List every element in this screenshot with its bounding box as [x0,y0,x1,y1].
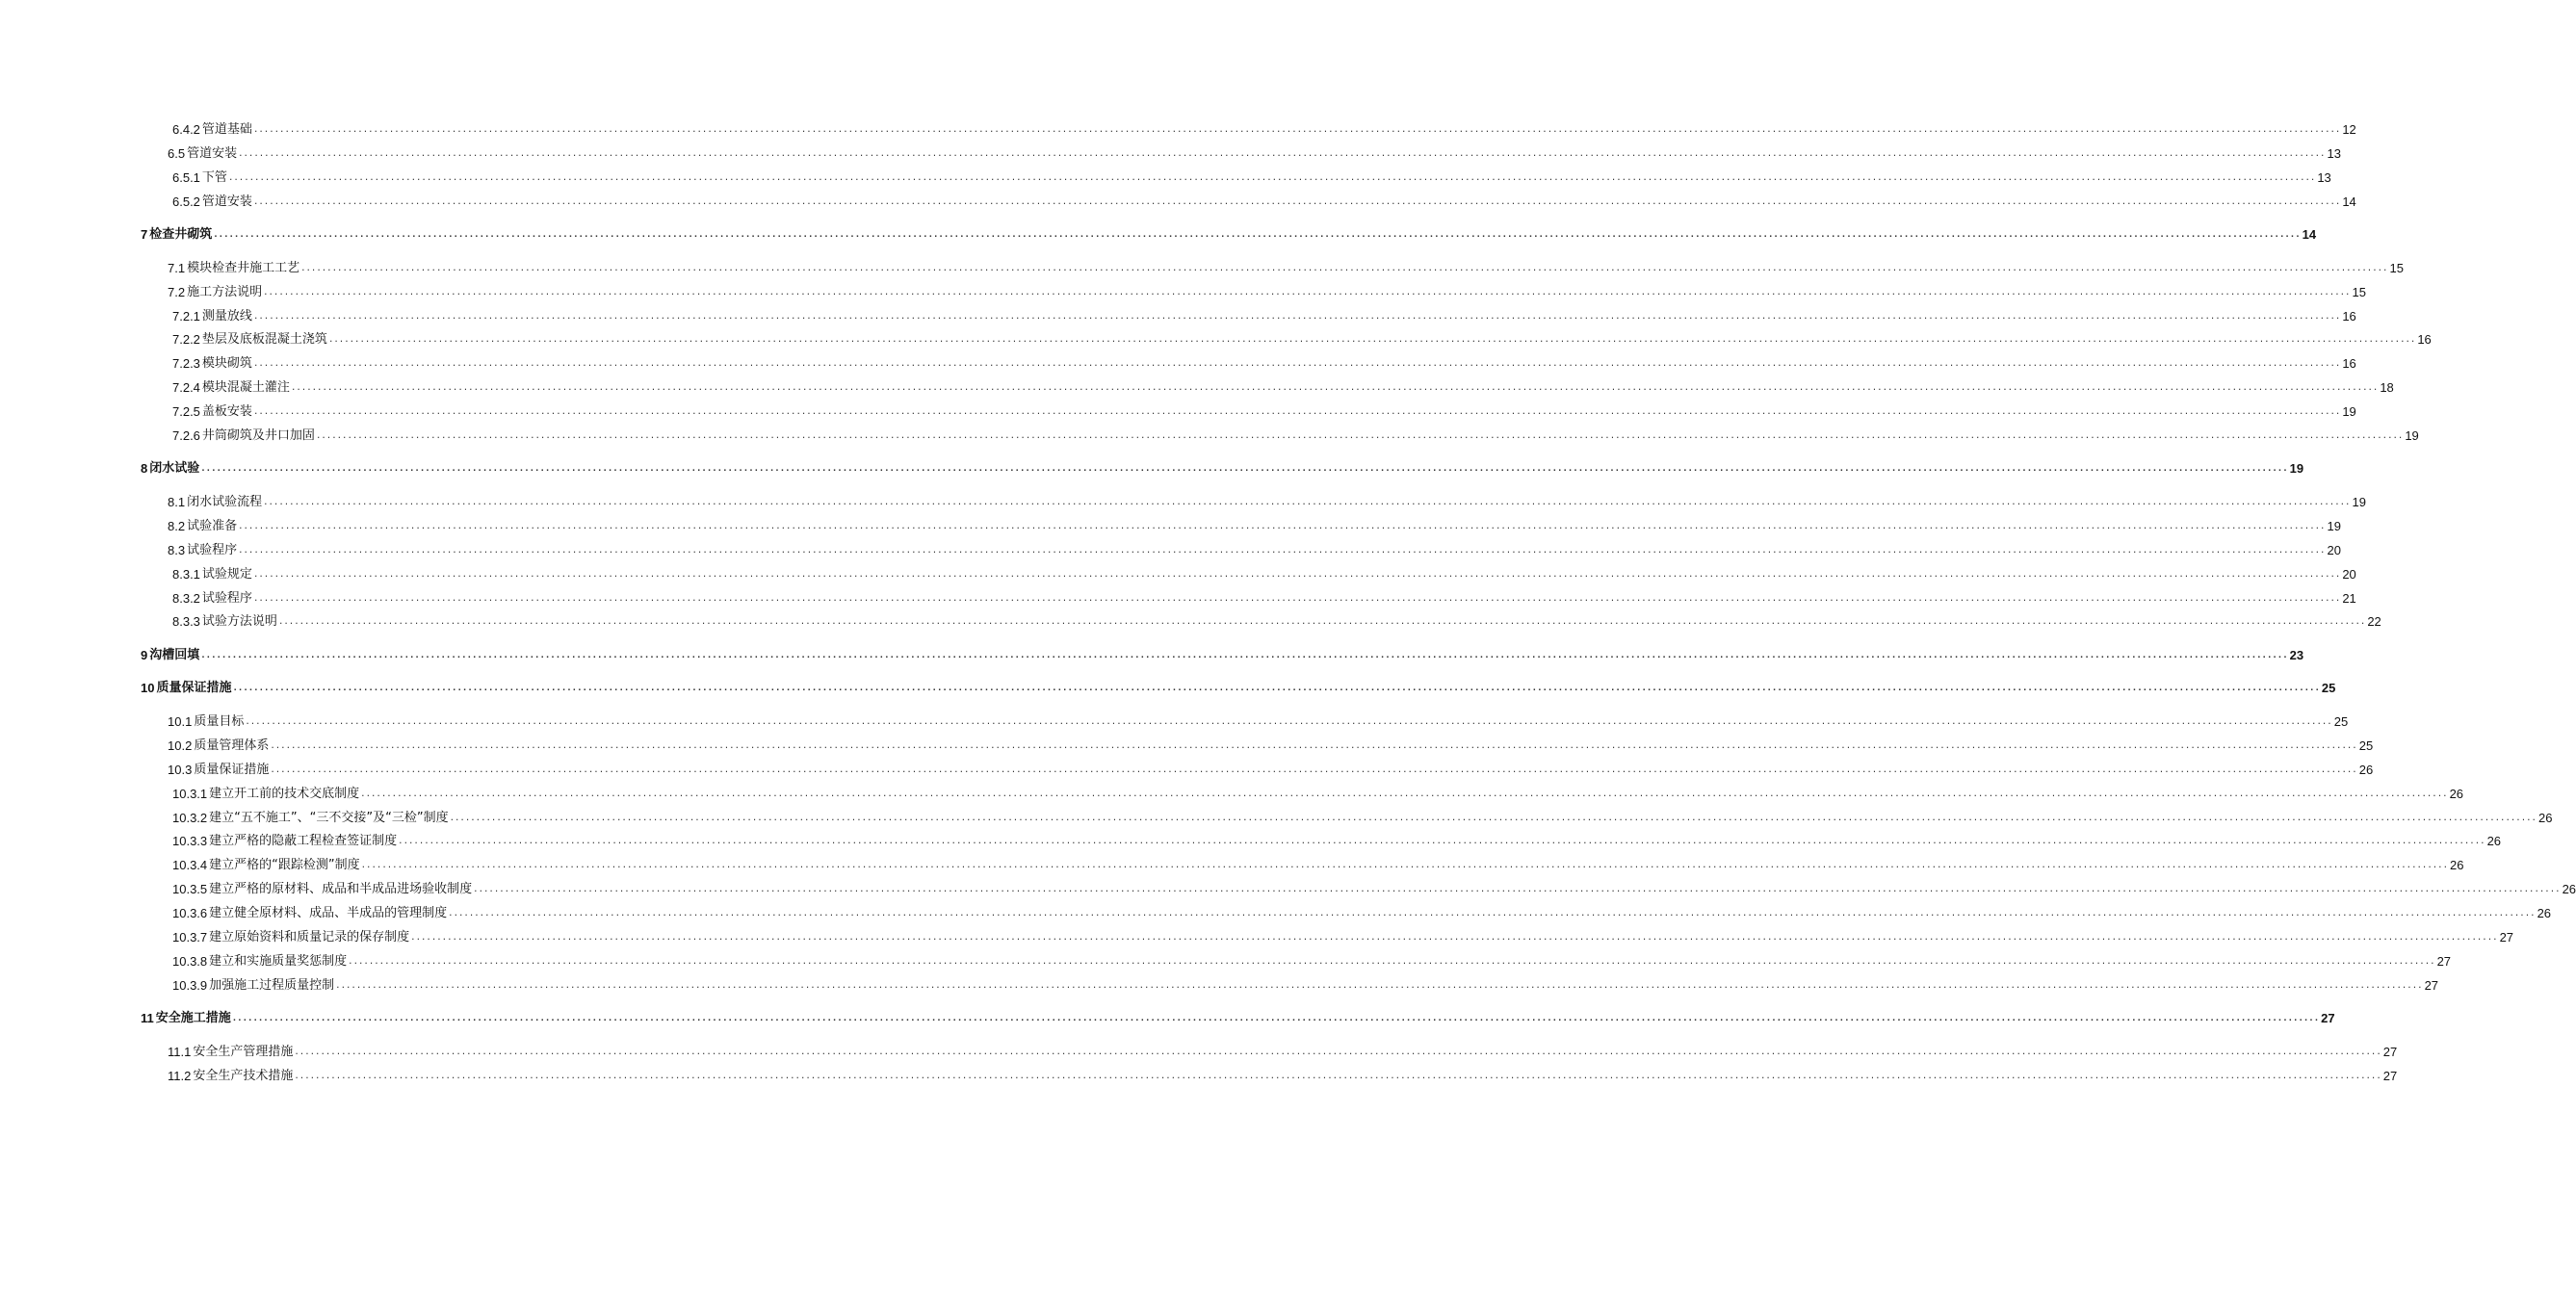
toc-entry[interactable] [172,613,2381,631]
toc-entry-number: 10.3.7 [172,930,208,945]
toc-entry-title: 试验程序 [201,591,252,606]
toc-entry[interactable] [168,494,2366,511]
toc-dot-leader: ................................................................................................................................................................................................................................................................................................................................................................................................................ [449,814,2537,823]
toc-entry[interactable] [172,331,2432,349]
toc-entry-page-number: 15 [2352,285,2366,299]
toc-entry-page-number: 27 [2424,978,2439,993]
toc-entry-title: 建立原始资料和质量记录的保存制度 [209,930,410,945]
toc-entry[interactable] [172,833,2502,850]
toc-entry-title: 建立健全原材料、成品、半成品的管理制度 [209,906,448,920]
toc-entry-number: 7.2.3 [172,356,200,371]
toc-entry-title: 试验方法说明 [201,614,277,629]
toc-entry-page-number: 12 [2342,122,2356,137]
toc-entry[interactable] [168,542,2341,559]
toc-entry-number: 11.2 [168,1069,192,1083]
toc-entry-title: 沟槽回填 [149,648,200,662]
toc-entry-number: 7.2.6 [172,428,200,443]
toc-dot-leader: ................................................................................................................................................................................................................................................................................................................................................................................................................ [290,383,2379,393]
toc-entry-number: 8.3.1 [172,567,200,582]
toc-entry-page-number: 27 [2382,1045,2398,1059]
toc-entry-title: 质量保证措施 [194,763,270,777]
toc-entry[interactable] [168,713,2349,731]
toc-entry[interactable] [172,929,2514,946]
toc-dot-leader: ................................................................................................................................................................................................................................................................................................................................................................................................................ [348,957,2435,967]
toc-entry-number: 6.5 [168,146,186,161]
toc-entry[interactable] [168,738,2374,755]
toc-entry-page-number: 26 [2562,882,2576,896]
toc-entry[interactable] [168,260,2404,277]
toc-dot-leader: ................................................................................................................................................................................................................................................................................................................................................................................................................ [252,594,2341,604]
toc-dot-leader: ................................................................................................................................................................................................................................................................................................................................................................................................................ [473,885,2561,894]
toc-entry-page-number: 19 [2342,404,2356,419]
toc-entry-number: 7.2 [168,285,186,299]
toc-dot-leader: ................................................................................................................................................................................................................................................................................................................................................................................................................ [294,1048,2381,1057]
toc-entry-number: 8.3 [168,543,186,557]
toc-dot-leader: ................................................................................................................................................................................................................................................................................................................................................................................................................ [300,264,2388,273]
toc-entry-title: 安全生产管理措施 [193,1045,294,1059]
toc-entry-page-number: 26 [2449,787,2464,801]
toc-entry-page-number: 14 [2302,227,2317,242]
toc-entry-page-number: 27 [2436,954,2452,969]
toc-dot-leader: ................................................................................................................................................................................................................................................................................................................................................................................................................ [238,546,2326,556]
toc-entry-page-number: 23 [2289,648,2304,662]
toc-entry-title: 试验程序 [187,543,238,557]
toc-entry-number: 8.3.3 [172,614,200,629]
toc-dot-leader: ................................................................................................................................................................................................................................................................................................................................................................................................................ [227,173,2316,183]
toc-dot-leader: ................................................................................................................................................................................................................................................................................................................................................................................................................ [263,288,2351,298]
toc-dot-leader: ................................................................................................................................................................................................................................................................................................................................................................................................................ [277,617,2366,627]
toc-entry-number: 10.2 [168,738,193,753]
toc-entry[interactable] [172,953,2452,970]
toc-entry-number: 7 [141,227,148,242]
toc-entry-title: 闭水试验流程 [187,495,263,509]
toc-entry-title: 试验规定 [201,567,252,582]
toc-entry-number: 8.3.2 [172,591,200,606]
toc-entry-page-number: 13 [2327,146,2341,161]
toc-entry-page-number: 25 [2321,681,2336,695]
toc-dot-leader: ................................................................................................................................................................................................................................................................................................................................................................................................................ [315,431,2404,441]
toc-dot-leader: ................................................................................................................................................................................................................................................................................................................................................................................................................ [270,741,2357,751]
toc-entry[interactable] [172,194,2356,211]
toc-entry[interactable] [172,308,2356,325]
toc-entry-title: 模块砌筑 [201,356,252,371]
toc-dot-leader: ................................................................................................................................................................................................................................................................................................................................................................................................................ [252,359,2341,369]
toc-entry-title: 闭水试验 [149,461,200,476]
toc-entry-number: 6.4.2 [172,122,200,137]
toc-entry-number: 11 [141,1011,154,1025]
toc-entry-number: 7.2.5 [172,404,200,419]
toc-entry-page-number: 26 [2537,811,2553,825]
toc-entry[interactable] [172,857,2464,874]
toc-entry-number: 10.3.6 [172,906,208,920]
toc-entry[interactable] [172,590,2356,608]
toc-entry[interactable] [172,121,2356,139]
toc-entry-page-number: 20 [2327,543,2341,557]
toc-entry-number: 10.1 [168,714,193,729]
toc-dot-leader: ................................................................................................................................................................................................................................................................................................................................................................................................................ [327,335,2416,345]
toc-entry-page-number: 22 [2367,614,2381,629]
toc-entry[interactable] [172,355,2356,373]
toc-entry-page-number: 27 [2382,1069,2398,1083]
toc-dot-leader: ................................................................................................................................................................................................................................................................................................................................................................................................................ [294,1072,2381,1081]
toc-entry-page-number: 20 [2342,567,2356,582]
toc-dot-leader: ................................................................................................................................................................................................................................................................................................................................................................................................................ [410,933,2498,943]
toc-entry-title: 建立和实施质量奖惩制度 [209,954,348,969]
toc-entry-title: 施工方法说明 [187,285,263,299]
toc-entry-number: 6.5.2 [172,194,200,209]
toc-entry-number: 8 [141,461,148,476]
toc-dot-leader: ................................................................................................................................................................................................................................................................................................................................................................................................................ [238,149,2326,159]
toc-entry-title: 安全施工措施 [155,1011,231,1025]
toc-entry-title: 加强施工过程质量控制 [209,978,335,993]
toc-entry-title: 质量保证措施 [156,681,232,695]
toc-entry-title: 管道基础 [201,122,252,137]
toc-entry-page-number: 14 [2342,194,2356,209]
toc-dot-leader: ................................................................................................................................................................................................................................................................................................................................................................................................................ [252,407,2341,417]
toc-entry[interactable] [172,881,2576,898]
toc-entry[interactable] [172,566,2356,583]
toc-entry[interactable] [141,226,2317,244]
toc-entry-number: 9 [141,648,148,662]
toc-entry-title: 垫层及底板混凝土浇筑 [201,332,327,347]
toc-entry-title: 试验准备 [187,519,238,533]
toc-entry-title: 模块混凝土灌注 [201,380,290,395]
toc-entry[interactable] [172,905,2552,922]
toc-entry-title: 井筒砌筑及井口加固 [201,428,315,443]
toc-dot-leader: ................................................................................................................................................................................................................................................................................................................................................................................................................ [232,684,2320,693]
toc-dot-leader: ................................................................................................................................................................................................................................................................................................................................................................................................................ [238,522,2326,531]
toc-dot-leader: ................................................................................................................................................................................................................................................................................................................................................................................................................ [360,861,2449,870]
toc-entry[interactable] [141,680,2336,697]
toc-entry[interactable] [172,810,2553,827]
toc-entry-number: 8.2 [168,519,186,533]
toc-entry-page-number: 27 [2499,930,2514,945]
toc-entry-title: 安全生产技术措施 [193,1069,294,1083]
toc-dot-leader: ................................................................................................................................................................................................................................................................................................................................................................................................................ [200,651,2288,660]
toc-entry-page-number: 16 [2417,332,2432,347]
toc-entry-number: 11.1 [168,1045,192,1059]
toc-entry-title: 模块检查井施工工艺 [187,261,300,275]
toc-entry[interactable] [172,427,2419,445]
toc-entry-page-number: 19 [2405,428,2419,443]
toc-dot-leader: ................................................................................................................................................................................................................................................................................................................................................................................................................ [252,312,2341,322]
toc-entry-page-number: 26 [2358,763,2374,777]
toc-entry-title: 测量放线 [201,309,252,324]
toc-dot-leader: ................................................................................................................................................................................................................................................................................................................................................................................................................ [231,1014,2320,1023]
toc-entry[interactable] [168,762,2374,779]
toc-entry-number: 8.1 [168,495,186,509]
toc-dot-leader: ................................................................................................................................................................................................................................................................................................................................................................................................................ [252,197,2341,207]
toc-entry-title: 检查井砌筑 [149,227,213,242]
toc-dot-leader: ................................................................................................................................................................................................................................................................................................................................................................................................................ [398,837,2485,846]
toc-entry-number: 7.2.2 [172,332,200,347]
toc-dot-leader: ................................................................................................................................................................................................................................................................................................................................................................................................................ [252,570,2341,580]
toc-entry[interactable] [172,786,2464,803]
toc-entry[interactable] [141,460,2304,478]
toc-entry[interactable] [172,169,2331,187]
toc-entry[interactable] [141,647,2304,664]
toc-entry-title: 建立严格的原材料、成品和半成品进场验收制度 [209,882,473,896]
toc-entry-title: 建立开工前的技术交底制度 [209,787,360,801]
toc-entry-page-number: 25 [2333,714,2349,729]
toc-entry-title: 建立“五不施工”、“三不交接”及“三检”制度 [209,811,449,825]
toc-entry-number: 7.2.4 [172,380,200,395]
toc-entry-number: 7.2.1 [172,309,200,324]
toc-dot-leader: ................................................................................................................................................................................................................................................................................................................................................................................................................ [270,765,2357,775]
toc-dot-leader: ................................................................................................................................................................................................................................................................................................................................................................................................................ [448,909,2536,919]
toc-entry-number: 7.1 [168,261,186,275]
toc-entry-page-number: 13 [2317,170,2331,185]
toc-dot-leader: ................................................................................................................................................................................................................................................................................................................................................................................................................ [213,230,2301,240]
toc-entry-page-number: 18 [2380,380,2394,395]
toc-entry[interactable] [141,1010,2335,1027]
toc-entry-title: 建立严格的隐蔽工程检查签证制度 [209,834,398,848]
toc-entry-page-number: 25 [2358,738,2374,753]
toc-entry[interactable] [168,284,2366,301]
toc-entry[interactable] [168,145,2341,163]
toc-entry-title: 建立严格的“跟踪检测”制度 [209,858,360,872]
toc-entry-number: 10 [141,681,155,695]
toc-entry-page-number: 26 [2486,834,2502,848]
toc-entry-page-number: 16 [2342,356,2356,371]
toc-entry-title: 下管 [201,170,227,185]
toc-entry-number: 10.3.9 [172,978,208,993]
toc-entry-page-number: 21 [2342,591,2356,606]
toc-entry-title: 管道安装 [201,194,252,209]
toc-entry-title: 管道安装 [187,146,238,161]
toc-entry-number: 10.3.8 [172,954,208,969]
toc-entry-number: 10.3.2 [172,811,208,825]
toc-entry-page-number: 16 [2342,309,2356,324]
toc-entry-page-number: 19 [2289,461,2304,476]
toc-entry[interactable] [172,379,2394,397]
toc-dot-leader: ................................................................................................................................................................................................................................................................................................................................................................................................................ [245,717,2332,727]
toc-entry-number: 10.3.5 [172,882,208,896]
toc-entry-page-number: 27 [2321,1011,2335,1025]
toc-entry-number: 6.5.1 [172,170,200,185]
toc-entry-title: 质量管理体系 [194,738,270,753]
toc-entry[interactable] [168,518,2341,535]
toc-dot-leader: ................................................................................................................................................................................................................................................................................................................................................................................................................ [263,498,2351,507]
toc-dot-leader: ................................................................................................................................................................................................................................................................................................................................................................................................................ [252,125,2341,135]
toc-entry-title: 质量目标 [194,714,245,729]
toc-dot-leader: ................................................................................................................................................................................................................................................................................................................................................................................................................ [335,981,2423,991]
toc-entry[interactable] [172,403,2356,421]
toc-entry-page-number: 15 [2389,261,2404,275]
toc-entry-page-number: 26 [2537,906,2552,920]
toc-entry-title: 盖板安装 [201,404,252,419]
toc-entry[interactable] [168,1068,2398,1085]
toc-entry-number: 10.3 [168,763,193,777]
toc-dot-leader: ................................................................................................................................................................................................................................................................................................................................................................................................................ [360,789,2448,799]
toc-entry-page-number: 26 [2450,858,2464,872]
toc-entry[interactable] [168,1044,2398,1061]
toc-entry-number: 10.3.1 [172,787,208,801]
toc-entry-page-number: 19 [2327,519,2341,533]
toc-entry[interactable] [172,977,2439,995]
toc-dot-leader: ................................................................................................................................................................................................................................................................................................................................................................................................................ [200,464,2288,474]
toc-entry-number: 10.3.4 [172,858,208,872]
toc-entry-page-number: 19 [2352,495,2366,509]
toc-entry-number: 10.3.3 [172,834,208,848]
